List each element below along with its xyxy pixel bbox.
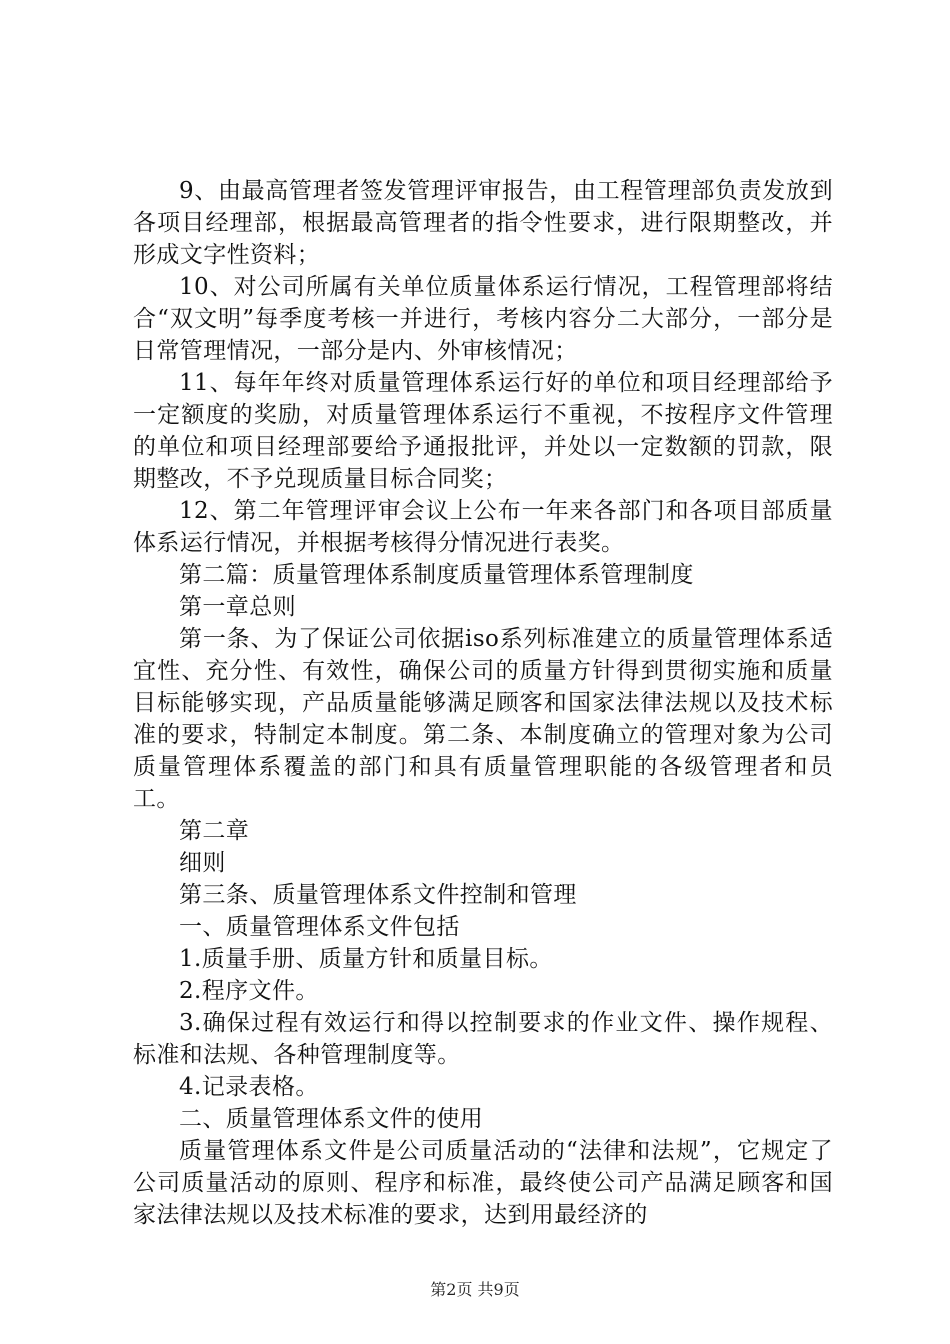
document-body	[133, 175, 833, 1231]
chapter-2-subtitle: 细则	[179, 850, 226, 876]
paragraph-9: 9、由最高管理者签发管理评审报告，由工程管理部负责发放到各项目经理部，根据最高管理者的指令性要求，进行限期整改，并形成文字性资料；	[133, 178, 833, 268]
chapter-1-heading: 第一章总则	[179, 594, 296, 620]
page-footer: 第2页 共9页	[430, 1280, 520, 1299]
article-3-heading: 第三条、质量管理体系文件控制和管理	[179, 882, 577, 908]
paragraph-10: 10、对公司所属有关单位质量体系运行情况，工程管理部将结合“双文明”每季度考核一并进行，考核内容分二大部分，一部分是日常管理情况，一部分是内、外审核情况；	[133, 274, 833, 364]
chapter-2-heading: 第二章	[179, 818, 250, 844]
list-item-3: 3.确保过程有效运行和得以控制要求的作业文件、操作规程、标准和法规、各种管理制度等。	[133, 1010, 833, 1068]
article-1-2: 第一条、为了保证公司依据iso系列标准建立的质量管理体系适宜性、充分性、有效性，确保公司的质量方针得到贯彻实施和质量目标能够实现，产品质量能够满足顾客和国家法律法规以及技术标准的要求，特制定本制度。第二条、本制度确立的管理对象为公司质量管理体系覆盖的部门和具有质量管理职能的各级管理者和员工。	[133, 626, 833, 812]
list-item-4: 4.记录表格。	[179, 1074, 319, 1100]
section-title: 第二篇：质量管理体系制度质量管理体系管理制度	[179, 562, 694, 588]
paragraph-usage: 质量管理体系文件是公司质量活动的“法律和法规”，它规定了公司质量活动的原则、程序和标准，最终使公司产品满足顾客和国家法律法规以及技术标准的要求，达到用最经济的	[133, 1138, 833, 1228]
paragraph-12: 12、第二年管理评审会议上公布一年来各部门和各项目部质量体系运行情况，并根据考核得分情况进行表奖。	[133, 498, 833, 556]
list-item-2: 2.程序文件。	[179, 978, 319, 1004]
paragraph-11: 11、每年年终对质量管理体系运行好的单位和项目经理部给予一定额度的奖励，对质量管理体系运行不重视，不按程序文件管理的单位和项目经理部要给予通报批评，并处以一定数额的罚款，限期整改，不予兑现质量目标合同奖；	[133, 370, 833, 492]
subsection-1-heading: 一、质量管理体系文件包括	[179, 914, 460, 940]
list-item-1: 1.质量手册、质量方针和质量目标。	[179, 946, 553, 972]
subsection-2-heading: 二、质量管理体系文件的使用	[179, 1106, 484, 1132]
